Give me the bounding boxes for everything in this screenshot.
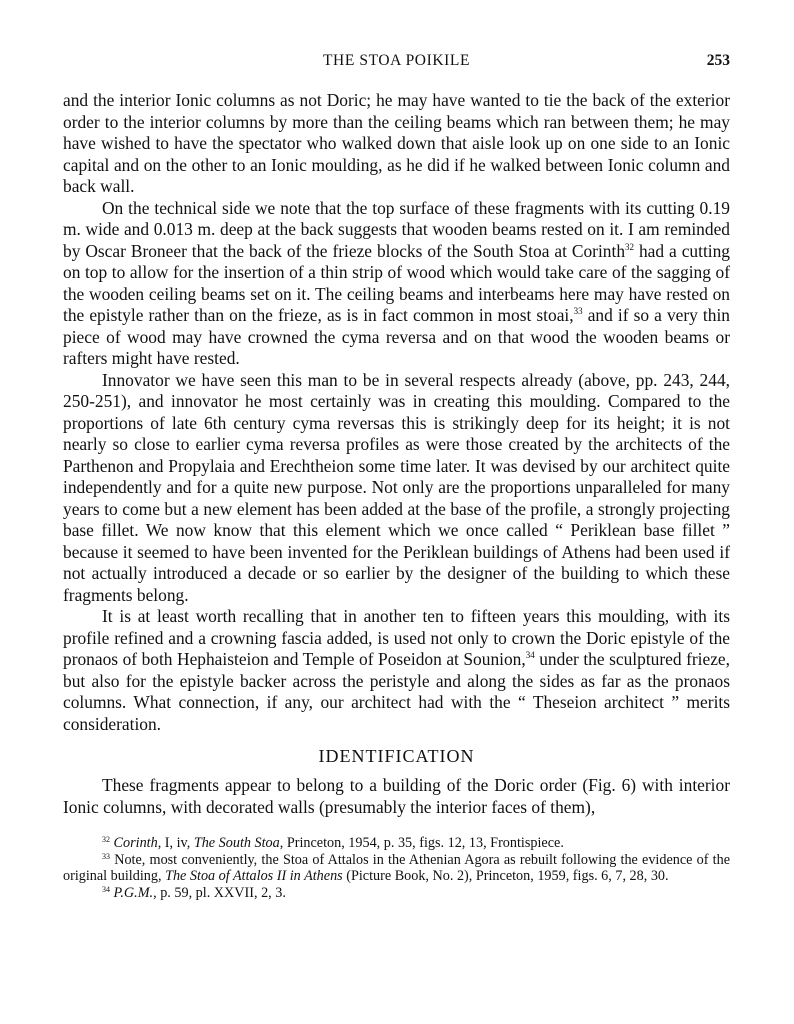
text-run: and if so a very thin piece of wood may have crowned the cyma reversa and on that wood the wooden beams or rafters might have rested. <box>63 305 730 368</box>
running-title: THE STOA POIKILE <box>322 52 471 69</box>
footnote-ref: 34 <box>525 650 535 660</box>
text-run: These fragments appear to belong to a building of the Doric order (Fig. 6) with interior Ionic columns, with decorated walls (presumably the interior faces of them), <box>63 775 730 817</box>
page-number: 253 <box>706 52 730 69</box>
italic-text: Corinth <box>113 835 158 851</box>
text-run: Innovator we have seen this man to be in several respects already (above, pp. 243, 244, 250-251), and innovator he most certainly was in creating this moulding. Compared to the proportions of late 6th century cyma reversas this is strikingly deep for its height; it is not nearly so close to earlier cyma reversa profiles as were those created by the architects of the Parthenon and Propylaia and Erechtheion some time later. It was devised by our architect quite independently and for a quite new purpose. Not only are the proportions unparalleled for many years to come but a new element has been added at the base of the profile, a strongly projecting base fillet. We now know that this element which we once called “ Periklean base fillet ” because it seemed to have been invented for the Periklean buildings of Athens had been used if not actually introduced a decade or so earlier by the designer of the building to which these fragments belong. <box>63 369 730 605</box>
text-run: , Princeton, 1954, p. 35, figs. 12, 13, Frontispiece. <box>279 835 564 851</box>
footnote-33 <box>63 852 730 885</box>
footnote-ref: 32 <box>102 835 110 844</box>
text-run: Note, most conveniently, the Stoa of Attalos in the Athenian Agora as rebuilt following the evidence of the original building, <box>63 851 730 885</box>
italic-text: The South Stoa <box>193 835 280 851</box>
paragraph-4 <box>63 606 730 735</box>
footnote-ref: 33 <box>573 306 583 316</box>
footnote-ref: 32 <box>625 241 635 252</box>
paragraph-2 <box>63 198 730 370</box>
italic-text: P.G.M. <box>113 884 154 901</box>
footnote-34 <box>63 885 730 902</box>
text-run: (Picture Book, No. 2), Princeton, 1959, figs. 6, 7, 28, 30. <box>342 868 669 885</box>
paragraph-1 <box>63 90 730 198</box>
text-run: , p. 59, pl. XXVII, 2, 3. <box>153 884 286 901</box>
running-header <box>63 52 730 74</box>
text-run: under the sculptured frieze, but also for the epistyle backer across the peristyle and along the sides as far as the pronaos columns. What connection, if any, our architect had with the “ Theseion architect ” merits consideration. <box>63 649 730 734</box>
body-text <box>63 90 730 818</box>
footnote-32 <box>63 835 730 852</box>
paragraph-3 <box>63 370 730 607</box>
section-heading: IDENTIFICATION <box>318 746 475 766</box>
text-run: had a cutting on top to allow for the insertion of a thin strip of wood which would take care of the sagging of the wooden ceiling beams set on it. The ceiling beams and interbeams here may have rested on the epistyle rather than on the frieze, as is in fact common in most stoai, <box>63 240 730 325</box>
section-paragraph <box>63 775 730 818</box>
text-run: It is at least worth recalling that in another ten to fifteen years this moulding, with its profile refined and a crowning fascia added, is used not only to crown the Doric epistyle of the pronaos of both Hephaisteion and Temple of Poseidon at Sounion, <box>63 606 730 669</box>
page <box>63 52 730 901</box>
italic-text: The Stoa of Attalos II in Athens <box>165 868 343 885</box>
footnotes <box>63 835 730 901</box>
text-run: and the interior Ionic columns as not Doric; he may have wanted to tie the back of the exterior order to the interior columns by more than the ceiling beams which ran between them; he may have wished to have the spectator who walked down that aisle look up on one side to an Ionic capital and on the other to an Ionic moulding, as he did if he walked between Ionic column and back wall. <box>63 90 730 196</box>
text-run: On the technical side we note that the top surface of these fragments with its cutting 0.19 m. wide and 0.013 m. deep at the back suggests that wooden beams rested on it. I am reminded by Oscar Broneer that the back of the frieze blocks of the South Stoa at Corinth <box>63 197 730 261</box>
text-run: , I, iv, <box>157 835 194 851</box>
footnote-ref: 33 <box>102 851 110 861</box>
footnote-ref: 34 <box>102 884 110 894</box>
